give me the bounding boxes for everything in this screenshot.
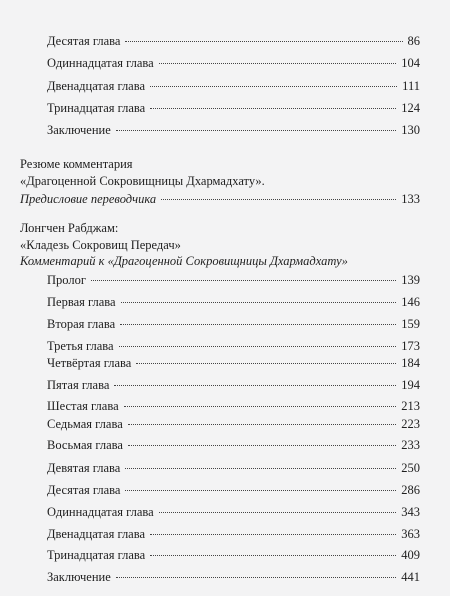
toc-entry-page: 223	[401, 417, 420, 431]
toc-entry-page: 130	[401, 123, 420, 137]
toc-entry-title: Первая глава	[47, 295, 116, 309]
toc-entry	[47, 378, 420, 393]
toc-entry-page: 104	[401, 56, 420, 70]
section-heading: Резюме комментария	[20, 157, 133, 171]
toc-entry	[47, 505, 420, 520]
toc-entry-page: 233	[401, 438, 420, 452]
toc-entry-title: Третья глава	[47, 339, 114, 353]
toc-entry-title: Пятая глава	[47, 378, 110, 392]
toc-entry-page: 250	[401, 461, 420, 475]
dot-leader	[125, 489, 396, 491]
section-subtitle: Комментарий к «Драгоценной Сокровищницы Дхармадхату»	[20, 254, 348, 268]
toc-entry-title: Заключение	[47, 570, 111, 584]
toc-entry	[47, 339, 420, 354]
toc-entry-page: 363	[401, 527, 420, 541]
dot-leader	[128, 423, 397, 425]
toc-entry-page: 194	[401, 378, 420, 392]
toc-entry	[47, 101, 420, 116]
toc-entry-title: Тринадцатая глава	[47, 548, 146, 562]
toc-entry-page: 184	[401, 356, 420, 370]
toc-entry-page: 213	[401, 399, 420, 413]
dot-leader	[125, 467, 396, 469]
toc-entry-page: 111	[402, 79, 420, 93]
toc-entry	[47, 483, 420, 498]
section-subheading: «Драгоценной Сокровищницы Дхармадхату».	[20, 174, 265, 188]
toc-entry-title: Девятая глава	[47, 461, 121, 475]
toc-entry-title: Заключение	[47, 123, 111, 137]
toc-entry-title: Одиннадцатая глава	[47, 505, 154, 519]
toc-entry	[47, 123, 420, 138]
dot-leader	[159, 511, 397, 513]
toc-entry-page: 343	[401, 505, 420, 519]
section-heading: Лонгчен Рабджам:	[20, 221, 119, 235]
dot-leader	[159, 62, 397, 64]
toc-entry-title: Вторая глава	[47, 317, 116, 331]
toc-entry-title: Шестая глава	[47, 399, 119, 413]
toc-entry	[47, 34, 420, 49]
toc-entry-page: 133	[401, 192, 420, 206]
toc-entry-page: 173	[401, 339, 420, 353]
toc-entry-page: 146	[401, 295, 420, 309]
toc-entry-title: Восьмая глава	[47, 438, 123, 452]
toc-entry	[47, 527, 420, 542]
dot-leader	[120, 323, 396, 325]
toc-entry	[47, 295, 420, 310]
toc-entry-title: Предисловие переводчика	[20, 192, 157, 206]
toc-entry-title: Двенадцатая глава	[47, 79, 146, 93]
toc-entry	[47, 461, 420, 476]
toc-entry	[47, 570, 420, 585]
toc-entry-title: Одиннадцатая глава	[47, 56, 154, 70]
dot-leader	[150, 107, 396, 109]
toc-entry-title: Двенадцатая глава	[47, 527, 146, 541]
toc-entry-page: 139	[401, 273, 420, 287]
toc-entry	[20, 192, 420, 207]
dot-leader	[128, 444, 396, 446]
toc-entry	[47, 273, 420, 288]
toc-entry	[47, 417, 420, 432]
toc-entry-title: Десятая глава	[47, 34, 121, 48]
toc-entry	[47, 317, 420, 332]
toc-entry-page: 86	[407, 34, 420, 48]
dot-leader	[161, 198, 396, 200]
toc-entry-title: Десятая глава	[47, 483, 121, 497]
dot-leader	[121, 301, 397, 303]
toc-entry	[47, 548, 420, 563]
toc-entry	[47, 79, 420, 94]
dot-leader	[136, 362, 396, 364]
section-subheading: «Кладезь Сокровищ Передач»	[20, 238, 181, 252]
toc-entry	[47, 56, 420, 71]
toc-entry-page: 159	[401, 317, 420, 331]
toc-entry	[47, 438, 420, 453]
toc-entry	[47, 399, 420, 414]
toc-entry-page: 124	[401, 101, 420, 115]
dot-leader	[114, 384, 396, 386]
dot-leader	[150, 85, 397, 87]
toc-entry-page: 409	[401, 548, 420, 562]
toc-entry-title: Седьмая глава	[47, 417, 123, 431]
dot-leader	[119, 345, 397, 347]
dot-leader	[150, 533, 396, 535]
dot-leader	[116, 129, 397, 131]
dot-leader	[124, 405, 397, 407]
toc-entry-title: Четвёртая глава	[47, 356, 132, 370]
dot-leader	[116, 576, 397, 578]
toc-entry-page: 286	[401, 483, 420, 497]
toc-entry-page: 441	[401, 570, 420, 584]
dot-leader	[91, 279, 396, 281]
toc-entry-title: Пролог	[47, 273, 86, 287]
toc-entry	[47, 356, 420, 371]
dot-leader	[150, 554, 396, 556]
dot-leader	[125, 40, 402, 42]
toc-entry-title: Тринадцатая глава	[47, 101, 146, 115]
